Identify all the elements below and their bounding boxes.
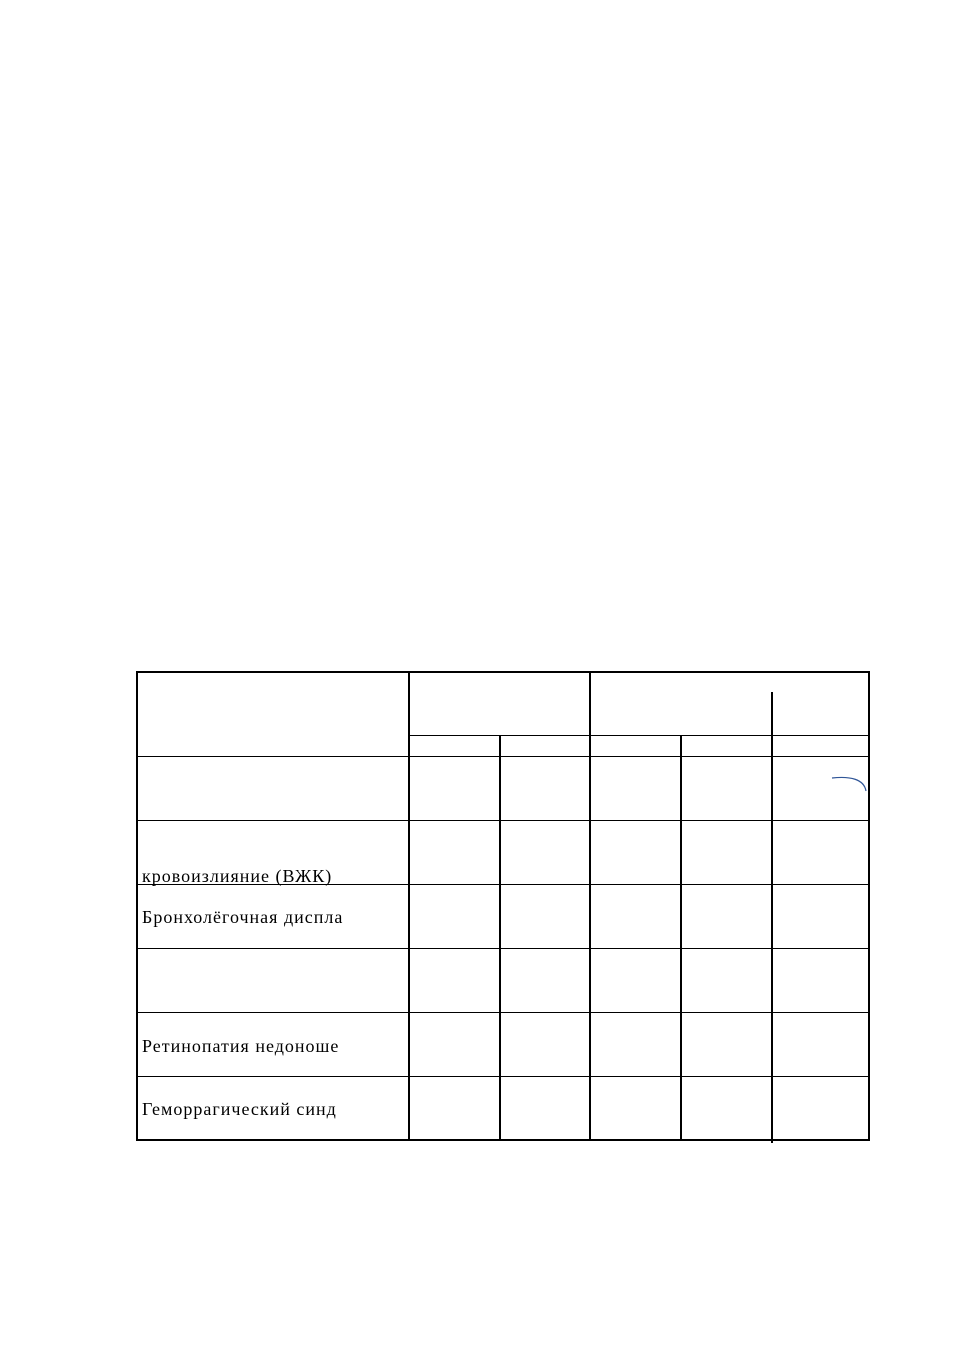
row-line-5 <box>136 1076 870 1077</box>
annotation-mark <box>830 775 870 795</box>
row-line-1 <box>136 820 870 821</box>
col-line-1 <box>408 671 410 1141</box>
row-label-5: Ретинопатия недоноше <box>142 1036 340 1056</box>
table-right-border <box>868 671 870 1141</box>
header-subrow-line <box>409 735 869 736</box>
col-line-5 <box>771 692 773 1143</box>
table-left-border <box>136 671 138 1141</box>
row-line-4 <box>136 1012 870 1013</box>
table-bottom-border <box>136 1139 870 1141</box>
row-label-3: Бронхолёгочная диспла <box>142 907 344 927</box>
col-line-3 <box>589 671 591 1141</box>
col-line-4 <box>680 736 682 1141</box>
col-line-2 <box>499 736 501 1141</box>
row-line-3 <box>136 948 870 949</box>
row-label-6: Геморрагический синд <box>142 1099 337 1119</box>
table-top-border <box>136 671 870 673</box>
header-bottom-line <box>136 756 870 757</box>
row-label-2: кровоизлияние (ВЖК) <box>142 866 333 886</box>
